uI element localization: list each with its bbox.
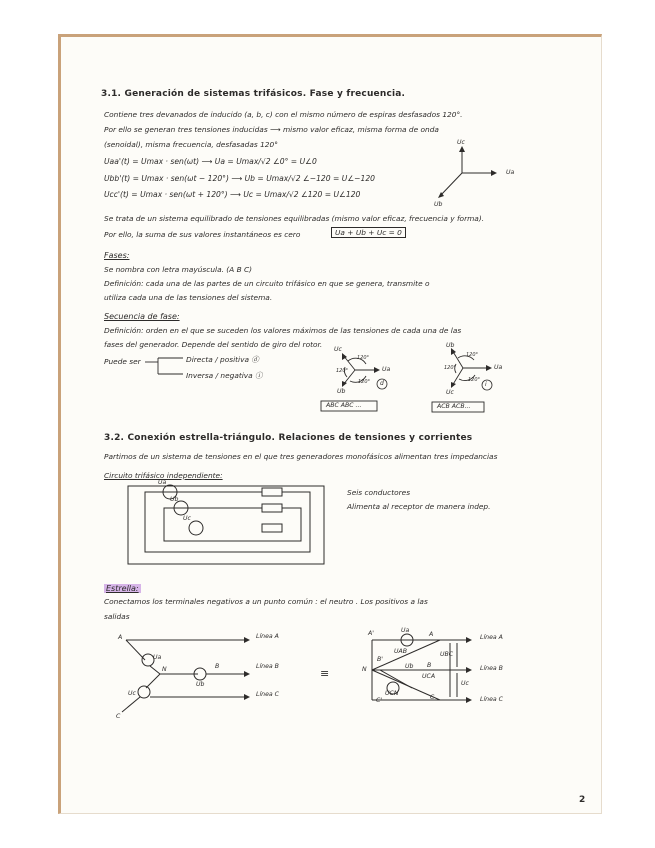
node-label: B [215,663,220,670]
paragraph: salidas [104,612,130,621]
subheading: Circuito trifásico independiente: [104,471,223,480]
node-label: B' [377,656,383,663]
generator-label: Ua [158,479,167,486]
paragraph: Definición: orden en el que se suceden los valores máximos de las tensiones de cada una de las [104,326,462,335]
phasor-label: Uc [128,690,136,697]
equation: Uaa'(t) = Umax · sen(ωt) ⟶ Ua = Umax/√2 ∠0° = U∠0 [104,157,317,166]
paragraph: Por ello se generan tres tensiones inducidas ⟶ mismo valor eficaz, misma forma de onda [104,125,439,134]
option-inversa: Inversa / negativa ⓘ [186,371,263,380]
phasor-label: Ub [434,201,443,208]
phasor-label: Ua [382,366,391,373]
phasor-label: UCA [422,673,436,680]
node-label: B [427,662,432,669]
line-label: Línea B [256,663,279,670]
node-label: N [362,666,367,673]
angle-label: 120° [358,379,371,385]
line-label: Línea B [480,665,503,672]
section-title-3-2: 3.2. Conexión estrella-triángulo. Relaciones de tensiones y corrientes [104,433,473,443]
heading-secuencia: Secuencia de fase: [104,312,180,321]
angle-label: 120° [336,368,349,374]
phasor-label: Ub [405,663,414,670]
phasor-label: Ub [196,681,205,688]
line-label: Línea C [480,696,503,703]
phasor-label: Uc [334,346,342,353]
node-label: C' [376,697,383,704]
phasor-label: UCN [385,690,399,697]
paragraph: utiliza cada una de las tensiones del sistema. [104,293,273,302]
phasor-label: Uc [457,139,465,146]
phasor-label: Uc [461,680,469,687]
paragraph: Definición: cada una de las partes de un circuito trifásico en que se genera, transmite o [104,279,430,288]
paragraph: Contiene tres devanados de inducido (a, b, c) con el mismo número de espiras desfasados 120°. [104,110,463,119]
phasor-label: Ua [494,364,503,371]
equation: Ubb'(t) = Umax · sen(ωt − 120°) ⟶ Ub = Umax/√2 ∠−120 = U∠−120 [104,174,376,183]
node-label: A [118,634,123,641]
note: Seis conductores [347,488,411,497]
node-label: C [116,713,121,720]
paragraph: Se nombra con letra mayúscula. (A B C) [104,265,253,274]
section-title-3-1: 3.1. Generación de sistemas trifásicos. Fase y frecuencia. [101,89,406,99]
boxed-equation: Ua + Ub + Uc = 0 [331,227,406,238]
angle-label: 120° [466,352,479,358]
node-label: A' [368,630,374,637]
phasor-label: UAB [394,648,408,655]
sequence-box: ACB ACB... [437,403,471,410]
note: Alimenta al receptor de manera indep. [347,502,491,511]
sequence-box: ABC ABC ... [326,402,362,409]
paragraph: Por ello, la suma de sus valores instantáneos es cero [104,230,301,239]
generator-label: Uc [183,515,191,522]
paragraph: Se trata de un sistema equilibrado de tensiones equilibradas (mismo valor eficaz, frecuencia y forma). [104,214,485,223]
line-label: Línea A [256,633,279,640]
page-number: 2 [579,795,586,805]
generator-label: Ub [170,496,179,503]
angle-label: 120° [357,355,370,361]
line-label: Línea C [256,691,279,698]
equivalence-symbol: ≡ [320,667,330,680]
phasor-label: Ua [401,627,410,634]
phasor-label: Ua [506,169,515,176]
highlight: Estrella: [106,584,139,593]
inverse-mark: i [485,381,487,388]
node-label: A [429,631,434,638]
paragraph: fases del generador. Depende del sentido de giro del rotor. [104,340,323,349]
paragraph: (senoidal), misma frecuencia, desfasadas 120° [104,140,278,149]
equation: Ucc'(t) = Umax · sen(ωt + 120°) ⟶ Uc = Umax/√2 ∠120 = U∠120 [104,190,361,199]
node-label: N [162,666,167,673]
paragraph: Partimos de un sistema de tensiones en el que tres generadores monofásicos alimentan tres impedancias [104,452,498,461]
phasor-label: Ub [446,342,455,349]
label: Puede ser [104,357,141,366]
line-label: Línea A [480,634,503,641]
angle-label: 120° [444,365,457,371]
option-directa: Directa / positiva ⓓ [186,355,259,364]
phasor-label: Ub [337,388,346,395]
heading-fases: Fases: [104,251,130,260]
node-label: C [430,694,435,701]
direct-mark: d [380,380,384,387]
angle-label: 120° [468,377,481,383]
phasor-label: Ua [153,654,162,661]
paragraph: Conectamos los terminales negativos a un punto común : el neutro . Los positivos a las [104,597,428,606]
phasor-label: Uc [446,389,454,396]
phasor-label: UBC [440,651,454,658]
